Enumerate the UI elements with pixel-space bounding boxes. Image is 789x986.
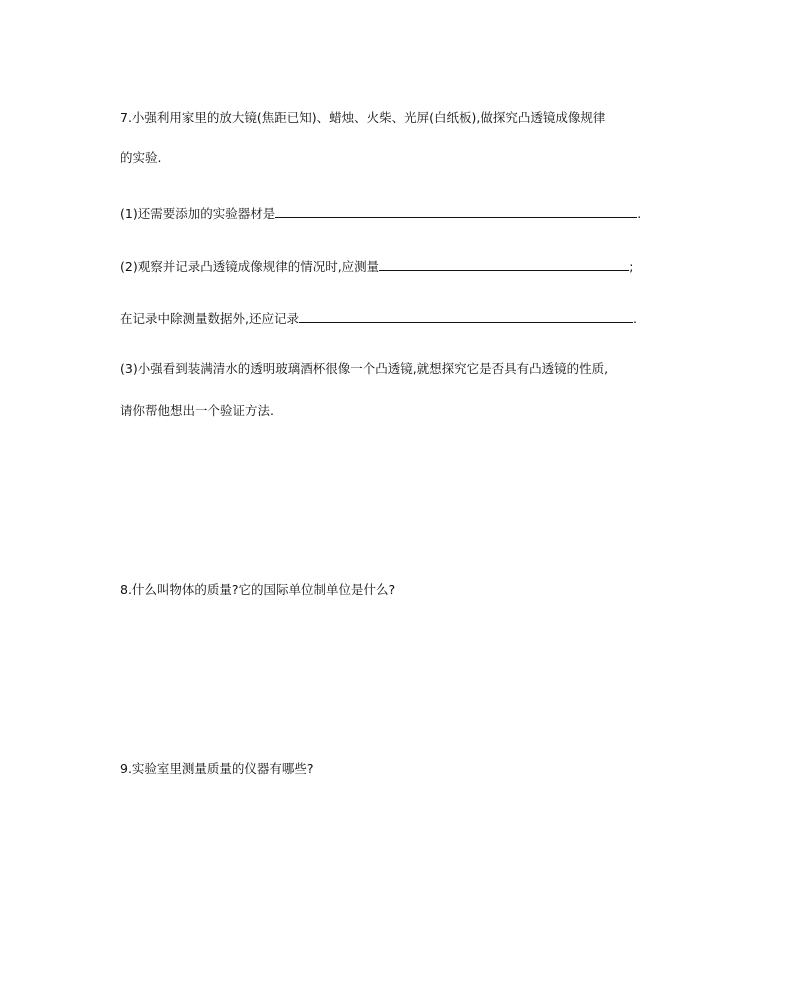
q7-part-3-line-1: (3)小强看到装满清水的透明玻璃酒杯很像一个凸透镜,就想探究它是否具有凸透镜的性质,	[120, 361, 609, 376]
q7-part-2b-prompt: 在记录中除测量数据外,还应记录	[120, 311, 299, 326]
q7-part-2-semicolon: ;	[629, 259, 634, 274]
q7-stem-line-1: 7.小强利用家里的放大镜(焦距已知)、蜡烛、火柴、光屏(白纸板),做探究凸透镜成像规律	[120, 110, 606, 125]
q7-part-2	[120, 257, 633, 275]
q9-text: 9.实验室里测量质量的仪器有哪些?	[120, 761, 314, 776]
q8-text: 8.什么叫物体的质量?它的国际单位制单位是什么?	[120, 582, 396, 597]
q7-stem-line-2: 的实验.	[120, 150, 162, 165]
q7-part-2b-answer-blank[interactable]	[299, 309, 633, 323]
q7-part-1-prompt: (1)还需要添加的实验器材是	[120, 206, 276, 221]
q7-part-2-answer-blank[interactable]	[379, 257, 629, 271]
q7-part-3-line-2: 请你帮他想出一个验证方法.	[120, 403, 274, 418]
q7-part-2-prompt: (2)观察并记录凸透镜成像规律的情况时,应测量	[120, 259, 380, 274]
q7-part-1-period: .	[637, 206, 642, 221]
q7-part-2b-period: .	[632, 311, 637, 326]
q7-part-2b	[120, 309, 637, 327]
q7-part-1	[120, 204, 641, 222]
q7-part-1-answer-blank[interactable]	[275, 204, 637, 218]
